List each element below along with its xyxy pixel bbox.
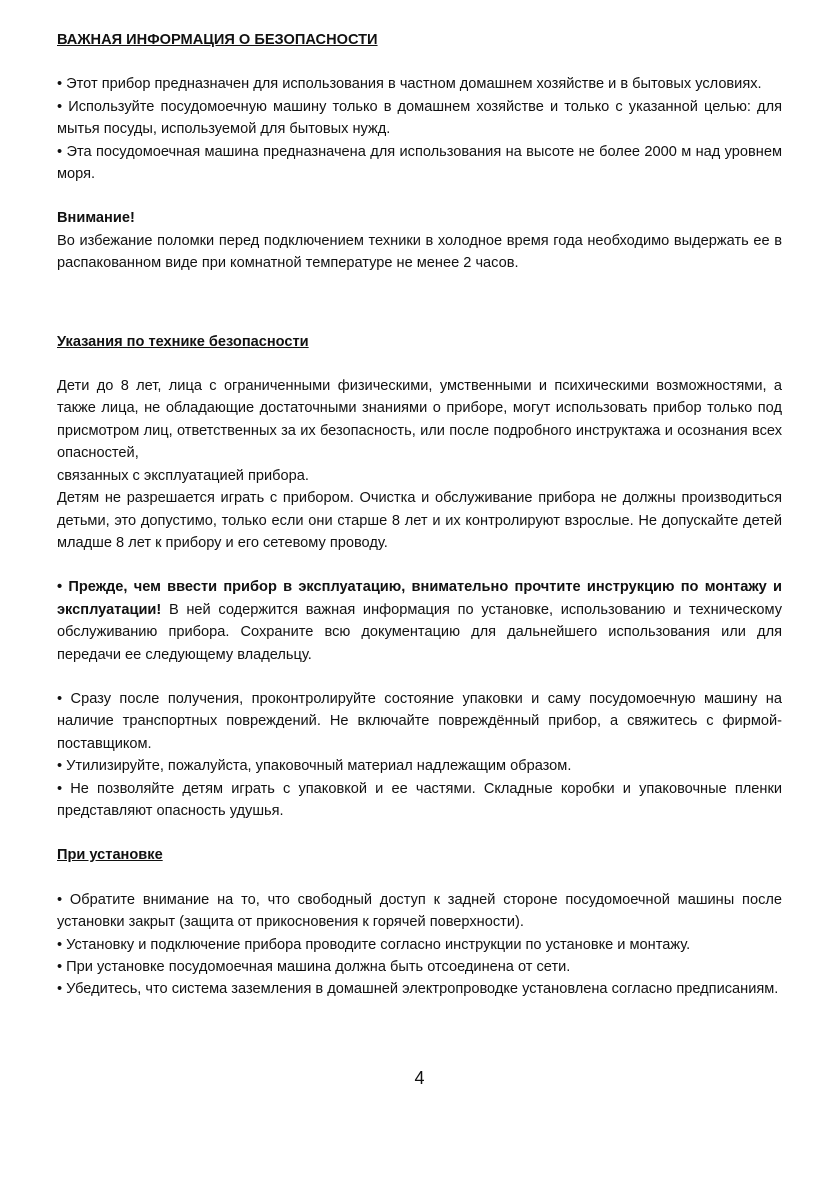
intro-bullet: • Эта посудомоечная машина предназначена для использования на высоте не более 2000 м над уровнем моря.	[57, 143, 782, 183]
read-instructions-paragraph	[57, 576, 782, 666]
install-bullet: • При установке посудомоечная машина должна быть отсоединена от сети.	[57, 959, 571, 975]
children-paragraph: Дети до 8 лет, лица с ограниченными физическими, умственными и психическими возможностями, а также лица, не обладающие достаточными знаниями о приборе, могут использовать прибор только под присмотром лиц, ответственных за их безопасность, или после подробного инструктажа и осознания всех опасностей,	[57, 378, 782, 462]
safety-bullet: • Утилизируйте, пожалуйста, упаковочный материал надлежащим образом.	[57, 758, 572, 775]
install-bullet: • Обратите внимание на то, что свободный доступ к задней стороне посудомоечной машины после установки закрыт (защита от прикосновения к горячей поверхности).	[57, 891, 782, 931]
attention-text: Во избежание поломки перед подключением техники в холодное время года необходимо выдержать ее в распакованном виде при комнатной температуре не менее 2 часов.	[57, 232, 782, 272]
read-instructions-bold: • Прежде, чем ввести прибор в эксплуатацию, внимательно прочтите инструкцию по монтажу и эксплуатации!	[57, 579, 782, 618]
read-instructions-rest: В ней содержится важная информация по установке, использованию и техническому обслуживанию прибора. Сохраните всю документацию для дальнейшего использования или для передачи ее следующему владельцу.	[57, 601, 782, 663]
intro-bullet: • Используйте посудомоечную машину только в домашнем хозяйстве и только с указанной целью: для мытья посуды, используемой для бытовых нужд.	[57, 98, 782, 138]
install-bullet: • Установку и подключение прибора проводите согласно инструкции по установке и монтажу.	[57, 936, 691, 953]
children-paragraph-end: связанных с эксплуатацией прибора.	[57, 467, 309, 484]
safety-bullet: • Не позволяйте детям играть с упаковкой и ее частями. Складные коробки и упаковочные пленки представляют опасность удушья.	[57, 780, 782, 819]
install-bullet: • Убедитесь, что система заземления в домашней электропроводке установлена согласно предписаниям.	[57, 981, 779, 998]
page-number: 4	[414, 1068, 425, 1088]
children-play-paragraph: Детям не разрешается играть с прибором. Очистка и обслуживание прибора не должны производиться детьми, это допустимо, только если они старше 8 лет и их контролируют взрослые. Не допускайте детей младше 8 лет к прибору и его сетевому проводу.	[57, 490, 782, 551]
safety-bullet: • Сразу после получения, проконтролируйте состояние упаковки и саму посудомоечную машину на наличие транспортных повреждений. Не включайте повреждённый прибор, а свяжитесь с фирмой-поставщиком.	[57, 690, 782, 752]
intro-bullet: • Этот прибор предназначен для использования в частном домашнем хозяйстве и в бытовых условиях.	[57, 76, 762, 93]
safety-heading: Указания по технике безопасности	[57, 333, 309, 350]
document-page	[57, 29, 782, 1001]
attention-label: Внимание!	[57, 210, 135, 227]
page-title: ВАЖНАЯ ИНФОРМАЦИЯ О БЕЗОПАСНОСТИ	[57, 32, 378, 48]
install-heading: При установке	[57, 847, 163, 864]
